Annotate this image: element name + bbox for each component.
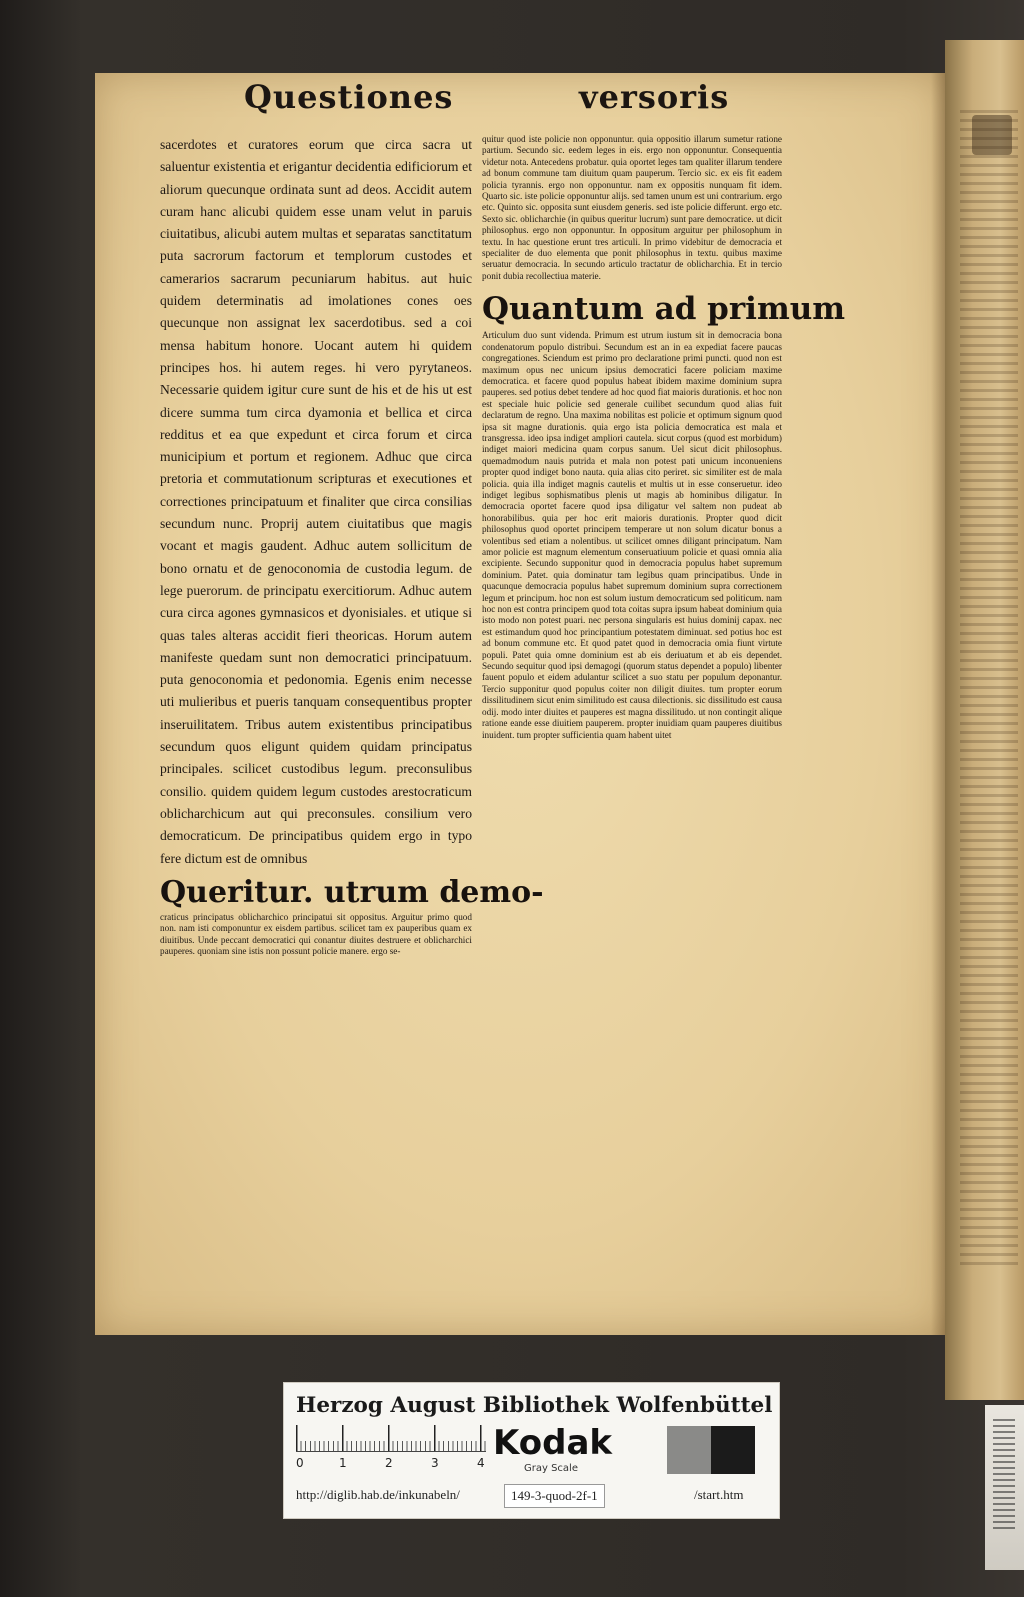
left-column-body: sacerdotes et curatores eorum que circa sacra ut saluentur existentia et erigantur decidentia edificiorum et aliorum quecunque ordinata sunt ad deos. Accidit autem curam hanc alicubi quidem esse unam velut in paruis ciuitatibus, alicubi autem multas et separatas sanctitatum puta sacrorum factorum et templorum custodes et camerarios sacrarum pecuniarum habitus. aut huic quidem determinatis ad imolationes cones oes quecunque non assignat lex sacerdotibus. sed a coi mensa habitum honore. Uocant autem hi quidem principes hos. hi autem reges. hi vero pyrytaneos. Necessarie quidem igitur cure sunt de his et de his ut est dicere summa tum circa dyamonia et bellica et circa redditus et ea que expedunt et circa forum et circa municipium et portum et regionem. Adhuc que circa pretoria et commutationum scripturas et executiones et correctiones principatuum et finaliter que circa consilias secundum nunc. Proprij autem ciuitatibus que magis vocant et magis gaudent. Adhuc autem sollicitum de bono ornatu et de genoconomia de custodia legum. de lege puerorum. de principatu exercitiorum. Adhuc autem cura circa agones gymnasicos et dyonisiales. et utique si quas tales alteras accidit fieri theoricas. Horum autem manifeste quedam sunt non democratici principatuum. puta genoconomia et pedonomia. Egenis enim necesse uti mulieribus et pueris tanquam consequentibus propter inseruilitatem. Tribus autem existentibus principatibus secundum quos eligunt quidem quidam principatus principales. scilicet custodibus legum. preconsulibus consilio. quidem quidem legum custodes arestocraticum oblicharchicum aut qui preconsules. consilium vero democraticum. De principatibus quidem ergo in typo fere dictum est de omnibus	[160, 137, 472, 866]
item-id: 149-3-quod-2f-1	[504, 1484, 605, 1508]
color-target-card	[283, 1382, 780, 1519]
running-head-left: Questiones	[244, 78, 454, 116]
start-path: /start.htm	[694, 1487, 744, 1502]
ruler-number: 4	[477, 1456, 485, 1470]
kodak-logo: Kodak	[493, 1423, 612, 1463]
gray-scale-label: Gray Scale	[524, 1463, 578, 1474]
page-gutter-shadow	[931, 73, 945, 1335]
spine-label	[985, 1405, 1024, 1570]
library-title: Herzog August Bibliothek Wolfenbüttel	[296, 1393, 773, 1418]
right-column-incipit: Quantum ad primum	[482, 291, 846, 328]
facing-page-initial	[972, 115, 1012, 155]
ruler-number: 2	[385, 1456, 393, 1470]
left-column-incipit: Queritur. utrum demo-	[160, 874, 544, 910]
ruler-major-ticks	[296, 1425, 486, 1451]
left-column	[160, 134, 544, 957]
right-column-top-text: quitur quod iste policie non opponuntur. quia oppositio illarum sumetur ratione partium. Secundo sic. eedem leges in eis. ergo non opponuntur. Consequentia videtur nota. Antecedens probatur. quia oportet leges tam qualiter illarum tendere ad bonum commune tam diuitum quam pauperum. Tercio sic. ex eis fit eadem policia tyrannis. ergo non opponuntur. nam ex oppositis nunquam fit idem. Quarto sic. iste policie opponuntur alijs. sed tamen unum est uni contrarium. ergo etc. Quinto sic. opposita sunt eiusdem generis. sed iste policie differunt. ergo etc. Sexto sic. oblicharchie (in quibus queritur lucrum) sunt pare democratice. ut dicit philosophus. ergo non opponuntur. In oppositum arguitur per philosophum in textu. In hac questione erunt tres articuli. In primo videbitur de democracia et specialiter de duo elementa que ponit philosophus in textu. quibus maxime seruatur democracia. In secundo articulo tractatur de oblicharchia. Et in tercio ponit dubia recollectiua materie.	[482, 134, 782, 281]
library-url: http://diglib.hab.de/inkunabeln/	[296, 1487, 460, 1502]
running-head-right: versoris	[579, 78, 730, 116]
gray-swatch-mid	[667, 1426, 711, 1474]
ruler-number: 3	[431, 1456, 439, 1470]
ruler-number: 1	[339, 1456, 347, 1470]
ruler-number: 0	[296, 1456, 304, 1470]
left-column-tail: craticus principatus oblicharchico principatui sit oppositus. Arguitur primo quod non. nam isti componuntur ex eisdem partibus. scilicet tam ex pauperibus quam ex diuitibus. Unde peccant democratici qui conantur diuites destruere et oblicharchici pauperes. quoniam sine istis non possunt policie manere. ergo se-	[160, 911, 472, 957]
gray-swatch-dark	[711, 1426, 755, 1474]
facing-page-text	[960, 110, 1018, 1270]
right-column	[482, 134, 846, 741]
right-column-bottom-text: Articulum duo sunt videnda. Primum est utrum iustum sit in democracia bona condenatorum populo distribui. Secundum est an in ea expediat facere paucas congregationes. Sciendum est primo pro declaratione primi puncti. quod non est maximum opus nec unicum ipsius democratici facere policiam maxime democratica. et facere quod populus habeat ibidem maxime dominium supra pauperes. sed potius debet tendere ad hoc quod fiat maioris durationis. et hoc non est speciale huic policie sed generale cuilibet secundum quod alias fuit declaratum de regno. Una maxima nobilitas est policie et optimum signum quod ipsa sit magne durationis. quia ergo ista policia democratica est mala et transgressa. ideo ipsa indiget ampliori cautela. sicut corpus (quod est morbidum) indiget maiori medicina quam corpus sanum. Uel sicut dicit philosophus. quemadmodum nauis putrida et mala non potest pati unicum inconueniens propter quod indiget bono nauta. quia alias cito periret. sic similiter est de mala policia. quia illa indiget magnis cautelis et multis ut in esse conseruetur. ideo indiget legibus sophismatibus plenis ut magis ab hominibus diligatur. In democracia oportet facere quod ipsa diligatur vel saltem non pudeat ab honorabilibus. quia per hoc erit maioris durationis. Propter quod dicit philosophus quod oportet principem temperare ut non solum dicatur bonus a volentibus sed etiam a nolentibus. ut scilicet omnes diligant principatum. Nam amor policie est magnum elementum conseruatiuum policie et quasi omnia alia excipiente. Secundo supponitur quod in democracia populus habet supremum dominium. Patet. quia dominatur tam legibus quam principatibus. Unde in quacunque democracia populus habet supremum dominium supra correctionem legum et principum. hoc non est solum iustum democraticum sed politicum. nam hoc non est contra principem quod tota coitas supra ipsum habeat dominium quia isto modo non potest puari. nec persona singularis est huius dominij capax. nec est estimandum quod hoc principantium potestatem diminuat. sed potius hoc est ad bonum commune etc. Et quod patet quod in democracia omia fiunt virtute populi. Patet quia omne dominium est ab eis deriuatum et ab eis dependet. Secundo sequitur quod ipsi demagogi (quorum status dependet a populo) libenter fauent populo et eidem adulantur scilicet a suo statu per populum deponantur. Tercio supponitur quod populus coiter non diligit diuites. tum propter eorum dissilitudinem sicut enim similitudo est causa dilectionis. sic dissilitudo est causa odij. modo inter diuites et pauperes est magna dissilitudo. ut non contingit alique ratione eande esse diuitiem pauperem. propter inuidiam quam pauperes diuitibus inuident. tum propter sufficientia quam habent uitet	[482, 330, 782, 740]
